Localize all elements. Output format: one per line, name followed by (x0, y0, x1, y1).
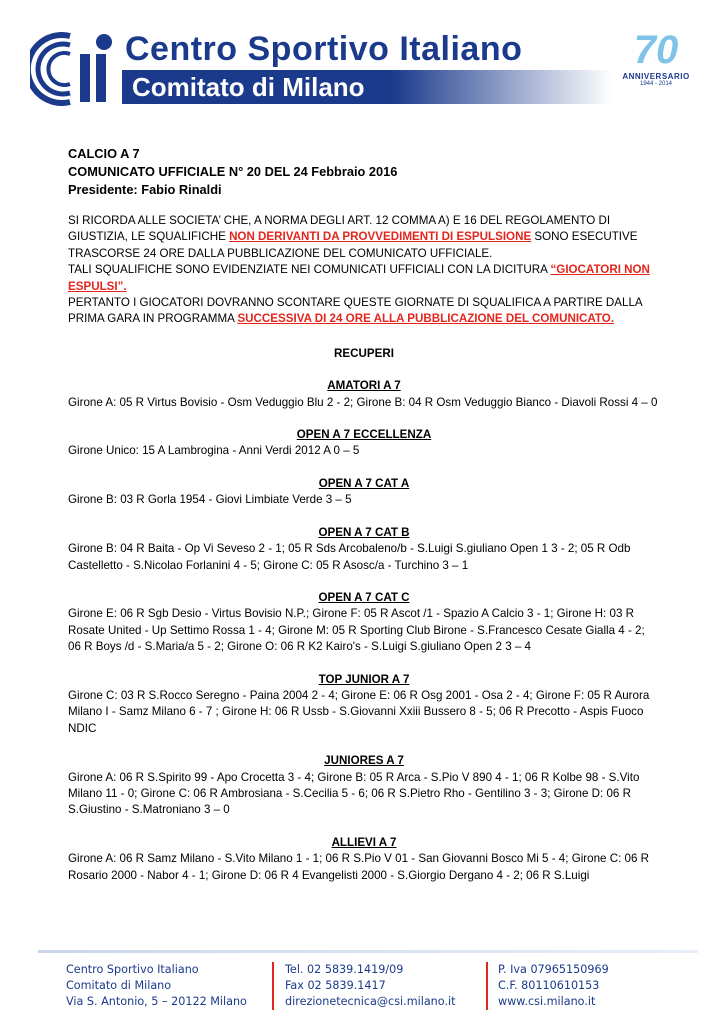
org-title: Centro Sportivo Italiano (125, 30, 523, 68)
section-results: Girone B: 04 R Baita - Op Vi Seveso 2 - 1; 05 R Sds Arcobaleno/b - S.Luigi S.giuliano Open 1 3 - 2; 05 R Odb Castelletto - S.Nicolao Forlanini 4 - 5; Girone C: 05 R Asosc/a - Turchino 3 – 1 (68, 542, 631, 572)
footer-line: Comitato di Milano (66, 979, 172, 992)
footer-separator (272, 962, 274, 1010)
section-title: JUNIORES A 7 (324, 754, 404, 768)
notice-highlight: “GIOCATORI NON ESPULSI”. (68, 263, 650, 293)
anniversary-number: 70 (633, 28, 679, 72)
section-results: Girone Unico: 15 A Lambrogina - Anni Verdi 2012 A 0 – 5 (68, 444, 360, 458)
notice-text: SI RICORDA ALLE SOCIETA’ CHE, A NORMA DEGLI ART. 12 COMMA A) E 16 DEL REGOLAMENTO DI GIUSTIZIA, LE SQUALIFICHE (68, 214, 611, 244)
footer-address (66, 962, 247, 1010)
notice-paragraph-3 (68, 295, 660, 328)
footer-separator (486, 962, 488, 1010)
section-open-eccellenza (68, 427, 660, 460)
footer-email[interactable]: direzionetecnica@csi.milano.it (285, 995, 456, 1008)
section-results: Girone A: 06 R S.Spirito 99 - Apo Crocetta 3 - 4; Girone B: 05 R Arca - S.Pio V 890 4 - 1; 06 R Kolbe 98 - S.Vito Milano 11 - 0; Girone C: 06 R Ambrosiana - S.Cecilia 5 - 6; 06 R S.Pietro Rho - Gentilino 3 - 3; Girone D: 06 R S.Giustino - S.Matroniano 3 – 0 (68, 770, 640, 817)
notice-text: PERTANTO I GIOCATORI DOVRANNO SCONTARE QUESTE GIORNATE DI SQUALIFICA A PARTIRE DALLA PRIMA GARA IN PROGRAMMA (68, 296, 643, 326)
footer-line: Centro Sportivo Italiano (66, 963, 199, 976)
footer-line: Via S. Antonio, 5 – 20122 Milano (66, 995, 247, 1008)
notice-text: SONO ESECUTIVE TRASCORSE 24 ORE DALLA PUBBLICAZIONE DEL COMUNICATO UFFICIALE. (68, 230, 638, 260)
section-title: OPEN A 7 CAT A (318, 476, 410, 490)
section-open-cat-c (68, 590, 660, 656)
anniversary-years: 1944 - 2014 (639, 81, 673, 87)
footer-divider (38, 950, 698, 953)
section-amatori (68, 378, 660, 411)
notice-highlight: NON DERIVANTI DA PROVVEDIMENTI DI ESPULSIONE (229, 230, 532, 244)
title-communique: COMUNICATO UFFICIALE N° 20 DEL 24 Febbraio 2016 (68, 164, 398, 179)
section-title: ALLIEVI A 7 (331, 835, 397, 849)
section-title: OPEN A 7 CAT C (318, 590, 410, 604)
anniversary-label: ANNIVERSARIO (622, 72, 690, 81)
recuperi-heading: RECUPERI (334, 346, 394, 360)
section-results: Girone C: 03 R S.Rocco Seregno - Paina 2004 2 - 4; Girone E: 06 R Osg 2001 - Osa 2 - 4; Girone F: 05 R Aurora Milano I - Samz Milano 6 - 7 ; Girone H: 06 R Ussb - S.Giovanni Xxiii Bussero 8 - 5; 06 R Precotto - Aspis Fuoco NDIC (68, 688, 650, 735)
section-title: OPEN A 7 ECCELLENZA (296, 428, 432, 442)
anniversary-badge (612, 28, 700, 100)
section-juniores (68, 753, 660, 819)
notice-text: TALI SQUALIFICHE SONO EVIDENZIATE NEI COMUNICATI UFFICIALI CON LA DICITURA (68, 263, 551, 277)
notice-highlight: SUCCESSIVA DI 24 ORE ALLA PUBBLICAZIONE DEL COMUNICATO. (237, 312, 615, 326)
notice-paragraph-1 (68, 213, 660, 262)
footer-fiscal (498, 962, 609, 1010)
csi-logo-icon (30, 32, 118, 106)
document-body (68, 145, 660, 884)
org-subtitle: Comitato di Milano (132, 72, 365, 102)
section-title: OPEN A 7 CAT B (318, 525, 410, 539)
section-allievi (68, 835, 660, 884)
footer-tax-code: C.F. 80110610153 (498, 979, 600, 992)
title-president: Presidente: Fabio Rinaldi (68, 182, 222, 197)
notice-paragraph-2 (68, 262, 660, 295)
footer-website[interactable]: www.csi.milano.it (498, 995, 596, 1008)
footer-vat: P. Iva 07965150969 (498, 963, 609, 976)
footer-contacts (285, 962, 455, 1010)
section-title: AMATORI A 7 (327, 379, 401, 393)
footer-phone: Tel. 02 5839.1419/09 (285, 963, 404, 976)
section-results: Girone A: 05 R Virtus Bovisio - Osm Veduggio Blu 2 - 2; Girone B: 04 R Osm Veduggio Bianco - Diavoli Rossi 4 – 0 (68, 395, 658, 409)
section-top-junior (68, 672, 660, 738)
title-sport: CALCIO A 7 (68, 146, 140, 161)
section-results: Girone E: 06 R Sgb Desio - Virtus Bovisio N.P.; Girone F: 05 R Ascot /1 - Spazio A Calcio 3 - 1; Girone H: 03 R Rosate United - Up Settimo Rossa 1 - 4; Girone M: 05 R Sporting Club Birone - S.Francesco Cesate Gialla 4 - 2; 06 R Boys /d - S.Maria/a 5 - 2; Girone O: 06 R K2 Kairo's - S.Luigi S.giuliano Open 2 3 – 4 (68, 607, 645, 654)
section-title: TOP JUNIOR A 7 (318, 672, 410, 686)
section-open-cat-a (68, 476, 660, 509)
section-results: Girone B: 03 R Gorla 1954 - Giovi Limbiate Verde 3 – 5 (68, 493, 352, 507)
title-block (68, 145, 660, 199)
footer-fax: Fax 02 5839.1417 (285, 979, 386, 992)
section-results: Girone A: 06 R Samz Milano - S.Vito Milano 1 - 1; 06 R S.Pio V 01 - San Giovanni Bosco Mi 5 - 4; Girone C: 06 R Rosario 2000 - Nabor 4 - 1; Girone D: 06 R 4 Evangelisti 2000 - S.Giorgio Dergano 4 - 2; 06 R S.Luigi (68, 852, 650, 882)
section-open-cat-b (68, 525, 660, 574)
letterhead (0, 0, 725, 125)
disciplinary-notice (68, 213, 660, 328)
